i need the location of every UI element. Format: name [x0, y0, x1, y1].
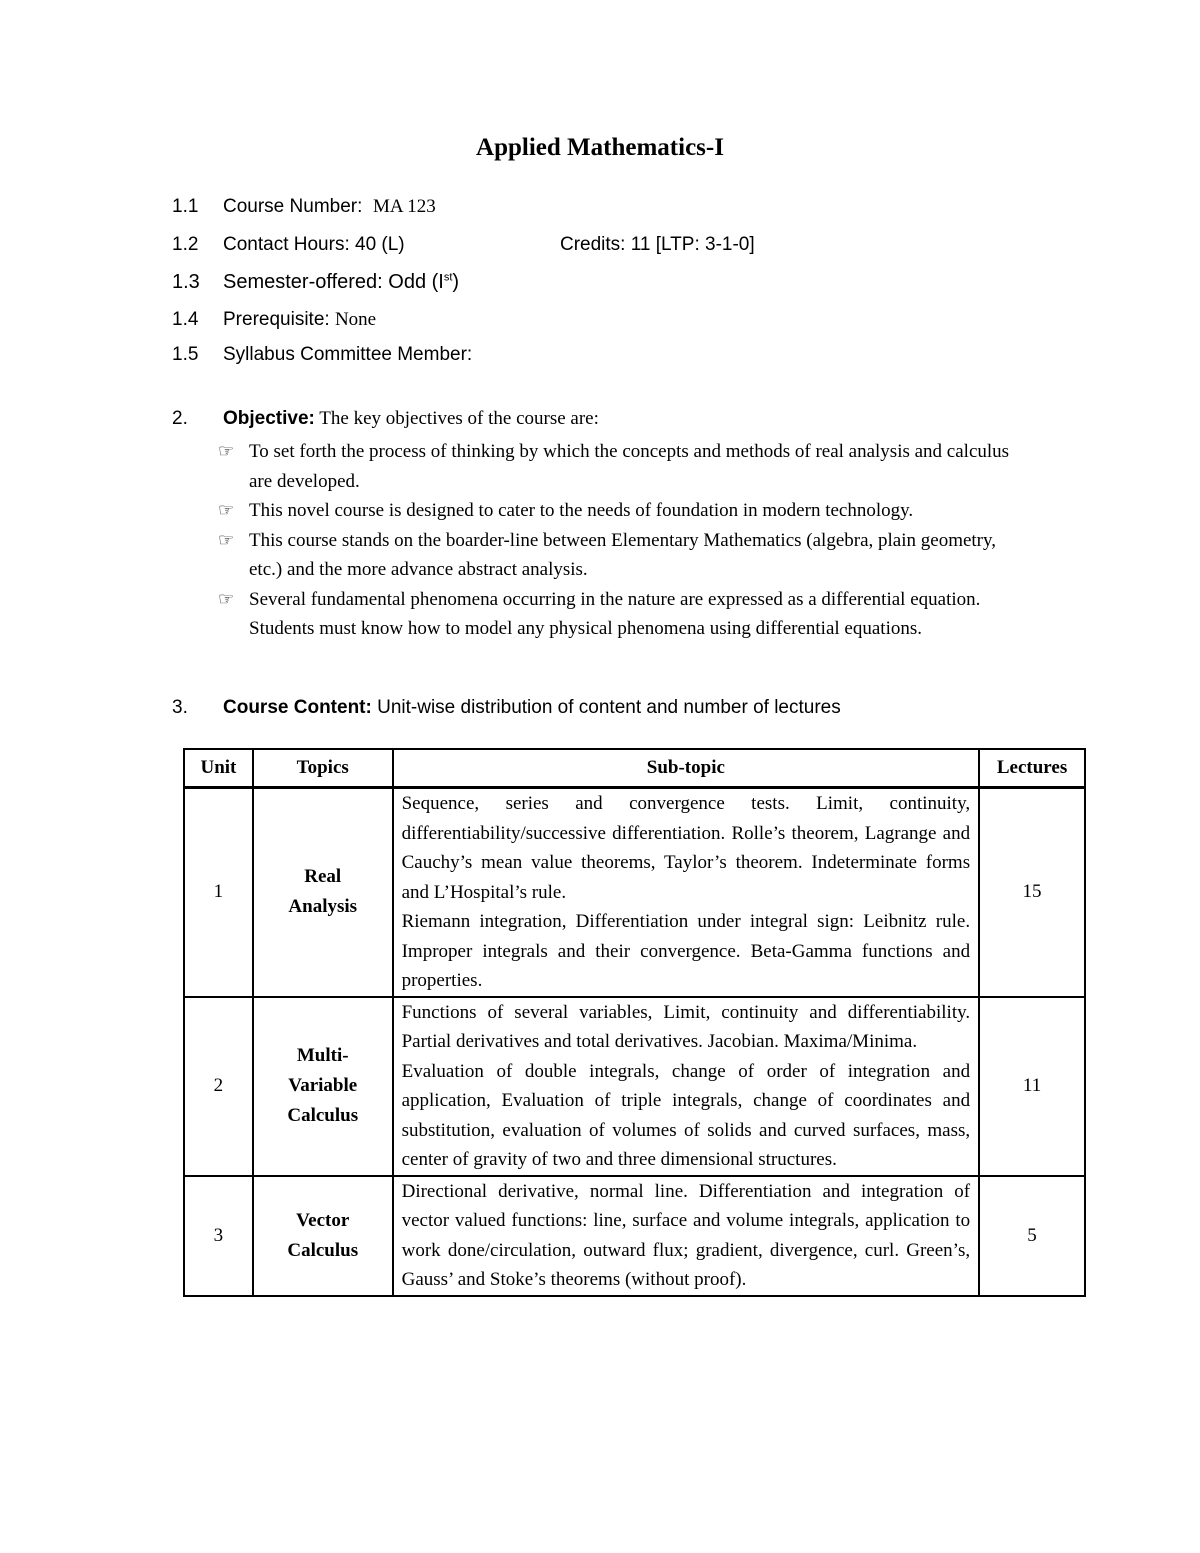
- credits-text: Credits: 11 [LTP: 3-1-0]: [560, 234, 755, 255]
- topic-line: Real: [304, 866, 342, 888]
- course-content-text: Unit-wise distribution of content and number of lectures: [377, 697, 841, 718]
- list-item-text: Several fundamental phenomena occurring in the nature are expressed as a differential equation. Students must know how to model any physical phenomena using differential equations.: [249, 588, 981, 639]
- topic-line: Calculus: [287, 1239, 359, 1261]
- section-number: 3.: [172, 697, 188, 718]
- semester-close: ): [452, 271, 460, 293]
- course-number-value: MA 123: [372, 196, 436, 217]
- pointing-hand-icon: ☞: [218, 588, 235, 609]
- contact-hours-text: Contact Hours: 40 (L): [223, 234, 405, 255]
- list-item-text: This novel course is designed to cater to the needs of foundation in modern technology.: [249, 500, 914, 521]
- course-content-label: Course Content:: [223, 697, 372, 718]
- page-title: Applied Mathematics-I: [476, 134, 724, 161]
- lectures-cell: 5: [979, 1176, 1085, 1296]
- subtopic-cell: [393, 788, 980, 997]
- pointing-hand-icon: ☞: [218, 441, 235, 461]
- prerequisite-text: [223, 309, 376, 331]
- topic-cell: [253, 788, 393, 997]
- topic-line: Calculus: [287, 1105, 359, 1126]
- pointing-hand-icon: ☞: [218, 500, 235, 520]
- item-number: 1.3: [172, 271, 200, 293]
- objective-intro-text: The key objectives of the course are:: [319, 408, 599, 429]
- subtopic-paragraph: Riemann integration, Differentiation under integral sign: Leibnitz rule. Improper integrals and their convergence. Beta-Gamma functions and properties.: [401, 911, 971, 991]
- list-item: [218, 585, 1028, 644]
- subtopic-paragraph: Directional derivative, normal line. Differentiation and integration of vector valued functions: line, surface and volume integrals, application to work done/circulation, outward flux; gradient, divergence, curl. Green’s, Gauss’ and Stoke’s theorems (without proof).: [401, 1180, 971, 1290]
- unit-cell: 1: [184, 788, 253, 997]
- pointing-hand-icon: ☞: [218, 529, 235, 550]
- objective-intro: [223, 408, 599, 430]
- unit-cell: 2: [184, 997, 253, 1176]
- table-row: [184, 788, 1085, 997]
- topic-line: Analysis: [288, 896, 358, 918]
- semester-label: Semester-offered: Odd (I: [223, 271, 444, 293]
- section-number: 2.: [172, 408, 188, 429]
- item-number: 1.2: [172, 234, 199, 255]
- table-header-row: [184, 749, 1085, 788]
- unit-cell: 3: [184, 1176, 253, 1296]
- course-number-text: [223, 196, 436, 218]
- list-item-text: To set forth the process of thinking by which the concepts and methods of real analysis and calculus are developed.: [249, 441, 1010, 492]
- column-header-lectures: Lectures: [979, 749, 1085, 788]
- course-number-label: Course Number:: [223, 196, 363, 217]
- item-number: 1.5: [172, 344, 199, 365]
- objective-list: [218, 437, 1028, 644]
- subtopic-cell: [393, 997, 980, 1176]
- item-number: 1.4: [172, 309, 199, 330]
- lectures-cell: 15: [979, 788, 1085, 997]
- course-content-intro: [223, 697, 841, 719]
- item-number: 1.1: [172, 196, 199, 217]
- list-item-text: This course stands on the boarder-line between Elementary Mathematics (algebra, plain geometry, etc.) and the more advance abstract analysis.: [249, 529, 997, 580]
- list-item: [218, 496, 1028, 526]
- column-header-unit: Unit: [184, 749, 253, 788]
- topic-line: Multi-: [296, 1045, 349, 1066]
- column-header-subtopic: Sub-topic: [393, 749, 980, 788]
- table-row: [184, 997, 1085, 1176]
- semester-superscript: st: [443, 271, 453, 284]
- lectures-cell: 11: [979, 997, 1085, 1176]
- prerequisite-value: None: [334, 309, 377, 330]
- objective-label: Objective:: [223, 408, 315, 429]
- topic-cell: [253, 1176, 393, 1296]
- syllabus-table: [183, 748, 1086, 1297]
- list-item: [218, 437, 1028, 496]
- column-header-topics: Topics: [253, 749, 393, 788]
- topic-cell: [253, 997, 393, 1176]
- subtopic-paragraph: Evaluation of double integrals, change of order of integration and application, Evaluation of triple integrals, change of coordinates and substitution, evaluation of volumes of solids and curved surfaces, mass, center of gravity of two and three dimensional structures.: [401, 1060, 971, 1170]
- subtopic-cell: [393, 1176, 980, 1296]
- topic-line: Vector: [296, 1209, 350, 1231]
- table-row: [184, 1176, 1085, 1296]
- subtopic-paragraph: Functions of several variables, Limit, continuity and differentiability. Partial derivatives and total derivatives. Jacobian. Maxima/Minima.: [401, 1001, 971, 1052]
- semester-text: [223, 271, 459, 294]
- list-item: [218, 526, 1028, 585]
- topic-line: Variable: [288, 1075, 358, 1096]
- prerequisite-label: Prerequisite:: [223, 309, 330, 330]
- subtopic-paragraph: Sequence, series and convergence tests. Limit, continuity, differentiability/successive differentiation. Rolle’s theorem, Lagrange and Cauchy’s mean value theorems, Taylor’s theorem. Indeterminate forms and L’Hospital’s rule.: [401, 793, 971, 903]
- committee-label: Syllabus Committee Member:: [223, 344, 473, 365]
